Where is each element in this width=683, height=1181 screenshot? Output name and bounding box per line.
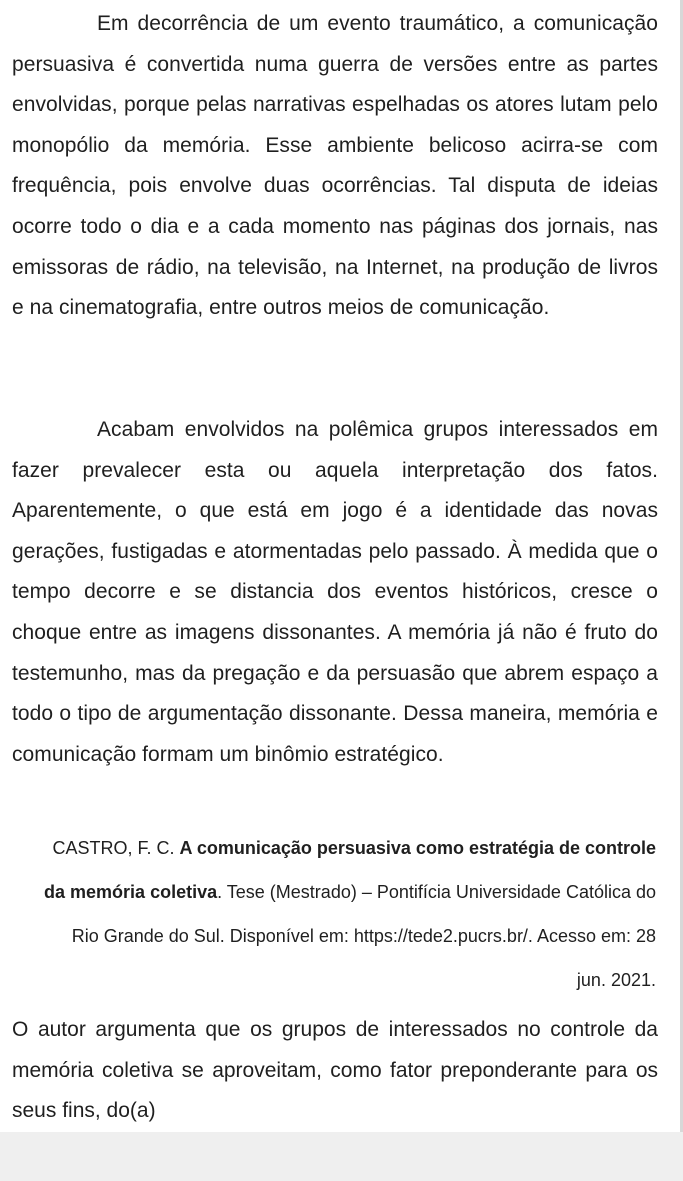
citation-details: . Tese (Mestrado) – Pontifícia Universidade Católica do Rio Grande do Sul. Disponível em: https://tede2.pucrs.br/. Acesso em: 28 jun. 2021. xyxy=(71,882,656,990)
citation-title: A comunicação persuasiva como estratégia de controle da memória coletiva xyxy=(44,838,656,902)
passage-paragraph-1: Em decorrência de um evento traumático, a comunicação persuasiva é convertida numa guerra de versões entre as partes envolvidas, porque pelas narrativas espelhadas os atores lutam pelo monopólio da memória. Esse ambiente belicoso acirra-se com frequência, pois envolve duas ocorrências. Tal disputa de ideias ocorre todo o dia e a cada momento nas páginas dos jornais, nas emissoras de rádio, na televisão, na Internet, na produção de livros e na cinematografia, entre outros meios de comunicação. xyxy=(12,12,658,320)
question-prompt: O autor argumenta que os grupos de interessados no controle da memória coletiva se aproveitam, como fator preponderante para os seus fins, do(a) xyxy=(12,1018,658,1123)
footer-band xyxy=(0,1132,683,1181)
passage-paragraph-2: Acabam envolvidos na polêmica grupos interessados em fazer prevalecer esta ou aquela interpretação dos fatos. Aparentemente, o que está em jogo é a identidade das novas gerações, fustigadas e atormentadas pelo passado. À medida que o tempo decorre e se distancia dos eventos históricos, cresce o choque entre as imagens dissonantes. A memória já não é fruto do testemunho, mas da pregação e da persuasão que abrem espaço a todo o tipo de argumentação dissonante. Dessa maneira, memória e comunicação formam um binômio estratégico. xyxy=(12,418,658,766)
citation xyxy=(40,826,656,1002)
citation-author: CASTRO, F. C. xyxy=(52,838,180,858)
